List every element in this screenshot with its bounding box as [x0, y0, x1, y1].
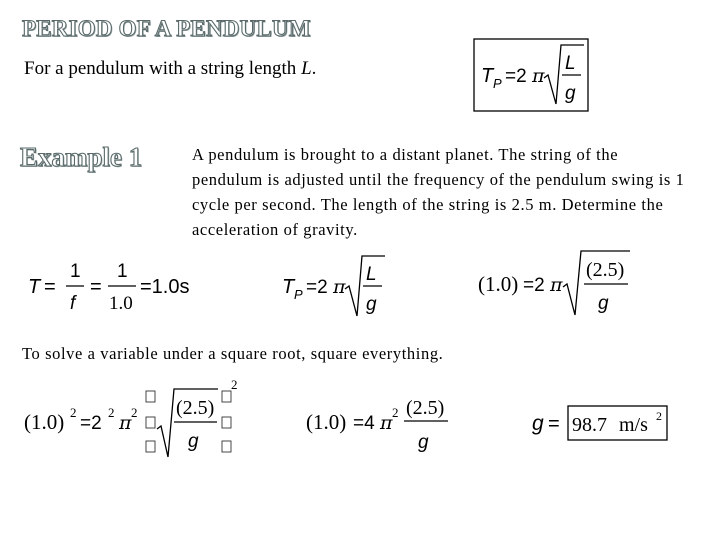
formula-sub-P: P: [493, 76, 502, 91]
problem-text: A pendulum is brought to a distant planet. The string of the pendulum is adjusted until the frequency of the pendulum swing is 1 cycle per second. The length of the string is 2.5 m. Determine the acceleration of gravity.: [192, 145, 685, 239]
equation-period-formula: [282, 250, 392, 322]
eq4-lhs-exp: 2: [70, 405, 77, 420]
eq4-right-bracket-top: [222, 391, 231, 402]
eq2-pi: π: [333, 276, 346, 298]
eq1-result: =1.0s: [140, 276, 190, 298]
intro-text: [24, 58, 316, 80]
eq6-unit: m/s: [619, 414, 648, 436]
eq3-eq: =2: [523, 275, 545, 296]
formula-den-g: g: [565, 83, 576, 104]
formula-T: T: [481, 65, 494, 87]
eq1-equals-2: =: [90, 276, 102, 298]
eq1-T: T: [28, 276, 41, 298]
eq3-den-g: g: [598, 293, 609, 314]
equation-substituted: [478, 245, 638, 321]
eq6-unit-exp: 2: [656, 409, 662, 423]
eq4-left-bracket-mid: [146, 417, 155, 428]
eq1-equals: =: [44, 276, 56, 298]
example-heading: Example 1: [20, 142, 143, 172]
eq1-den-f: f: [70, 293, 76, 314]
eq2-num-L: L: [366, 264, 377, 285]
equation-squared-both-sides: [24, 375, 244, 463]
eq3-lhs: (1.0): [478, 272, 519, 296]
eq4-outer-exp: 2: [231, 377, 238, 392]
period-formula-box: [473, 38, 589, 112]
eq3-num: (2.5): [586, 259, 625, 281]
equation-simplified: [306, 388, 466, 458]
eq4-left-bracket-bottom: [146, 441, 155, 452]
eq5-lhs: (1.0): [306, 410, 347, 434]
eq4-pi-exp: 2: [131, 405, 138, 420]
eq4-eq: =2: [80, 413, 102, 434]
eq1-num-1: 1: [70, 261, 81, 282]
page-title: PERIOD OF A PENDULUM: [22, 16, 311, 41]
eq3-pi: π: [550, 274, 563, 296]
eq2-sub-P: P: [294, 287, 303, 302]
eq2-den-g: g: [366, 294, 377, 315]
eq6-value: 98.7: [572, 414, 607, 436]
equation-period-from-frequency: [28, 255, 208, 321]
eq5-den-g: g: [418, 432, 429, 453]
eq2-T: T: [282, 276, 295, 298]
eq5-eq: =4: [353, 413, 375, 434]
eq6-equals: =: [548, 413, 560, 435]
formula-eq: =2: [505, 66, 527, 87]
intro-variable: L: [301, 58, 312, 79]
eq1-num-1b: 1: [117, 261, 128, 282]
eq2-eq: =2: [306, 277, 328, 298]
eq4-left-bracket-top: [146, 391, 155, 402]
eq4-right-bracket-mid: [222, 417, 231, 428]
intro-period: .: [311, 58, 317, 79]
eq4-den-g: g: [188, 431, 199, 452]
solve-note: To solve a variable under a square root, square everything.: [22, 344, 444, 363]
eq4-two-exp: 2: [108, 405, 115, 420]
eq5-num: (2.5): [406, 397, 445, 419]
eq4-num: (2.5): [176, 397, 215, 419]
eq4-right-bracket-bottom: [222, 441, 231, 452]
eq5-pi: π: [380, 412, 393, 434]
eq6-g: g: [532, 412, 544, 435]
formula-pi: π: [532, 65, 545, 87]
eq4-pi: π: [119, 412, 132, 434]
eq1-den-1-0: 1.0: [109, 293, 133, 314]
intro-sentence: For a pendulum with a string length: [24, 58, 297, 79]
eq5-pi-exp: 2: [392, 405, 399, 420]
formula-num-L: L: [565, 53, 576, 74]
equation-answer: [532, 402, 672, 448]
eq4-lhs: (1.0): [24, 410, 65, 434]
